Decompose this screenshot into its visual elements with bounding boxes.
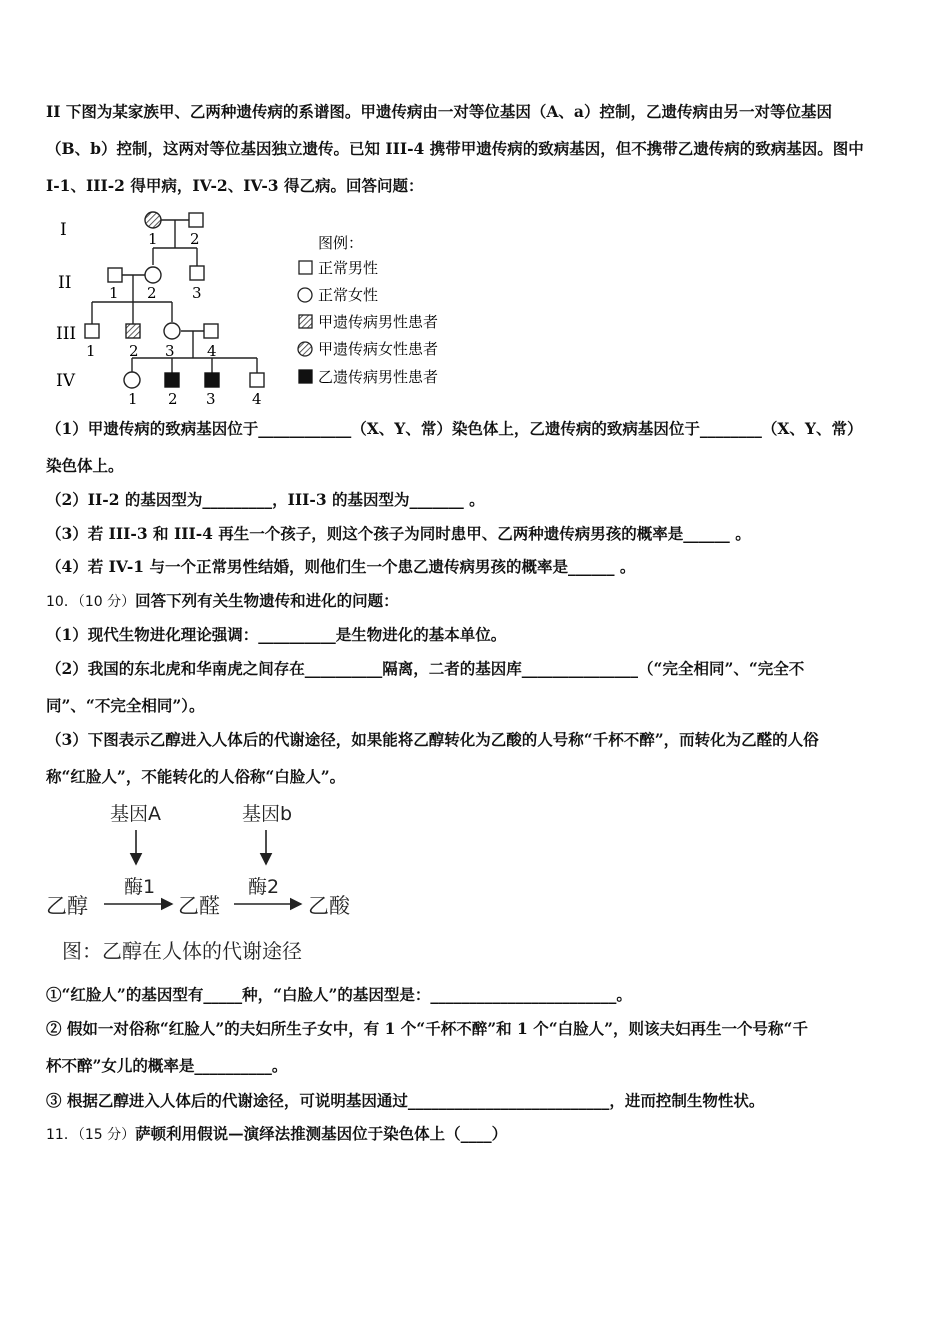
q9-sub1-line2: 染色体上。	[46, 456, 124, 475]
enzyme2-label: 酶2	[248, 876, 280, 898]
ped-num: 3	[192, 284, 202, 302]
ped-num: 3	[206, 390, 216, 408]
legend-a-male-icon	[299, 315, 312, 328]
q11-title: 萨顿利用假说—演绎法推测基因位于染色体上（____）	[135, 1124, 508, 1143]
gene-b-label: 基因b	[242, 803, 293, 825]
legend-normal-male-icon	[299, 261, 312, 274]
ped-III-4-normal-male	[204, 324, 218, 338]
legend-a-male: 甲遗传病男性患者	[318, 313, 439, 331]
ped-num: 2	[147, 284, 157, 302]
ped-III-2-affected-male-a	[126, 324, 140, 338]
ped-III-3-normal-female	[164, 323, 180, 339]
legend-b-male: 乙遗传病男性患者	[318, 368, 439, 386]
enzyme1-label: 酶1	[124, 876, 156, 898]
gen-label-III: III	[56, 324, 77, 344]
q9-sub4: （4）若 IV-1 与一个正常男性结婚，则他们生一个患乙遗传病男孩的概率是______ 。	[46, 557, 636, 576]
q11-number: 11．	[46, 1127, 78, 1143]
ped-IV-3-affected-male-b	[205, 373, 219, 387]
q11-header	[46, 1123, 910, 1146]
ped-IV-4-normal-male	[250, 373, 264, 387]
ped-num: 4	[252, 390, 262, 408]
gen-label-IV: IV	[56, 371, 75, 391]
q10-item1: ①“红脸人”的基因型有_____种，“白脸人”的基因型是：________________________。	[46, 985, 632, 1004]
legend-normal-female: 正常女性	[318, 286, 379, 304]
ped-II-1-normal-male	[108, 268, 122, 282]
ped-num: 1	[128, 390, 138, 408]
ped-II-3-normal-male	[190, 266, 204, 280]
legend-normal-male: 正常男性	[318, 259, 379, 277]
q9-intro-line3: I-1、III-2 得甲病，IV-2、IV-3 得乙病。回答问题：	[46, 176, 424, 195]
q10-sub1: （1）现代生物进化理论强调：__________是生物进化的基本单位。	[46, 625, 507, 644]
ped-num: 4	[207, 342, 217, 360]
q10-sub2-line1: （2）我国的东北虎和华南虎之间存在__________隔离，二者的基因库_______________（“完全相同”、“完全不	[46, 659, 805, 678]
q9-sub3: （3）若 III-3 和 III-4 再生一个孩子，则这个孩子为同时患甲、乙两种遗传病男孩的概率是______ 。	[46, 524, 751, 543]
q10-score: （10 分）	[77, 594, 136, 610]
q10-item2-line2: 杯不醉”女儿的概率是__________。	[46, 1056, 288, 1075]
ethanol-label: 乙醇	[46, 894, 88, 918]
q9-sub2: （2）II-2 的基因型为_________，III-3 的基因型为_______ 。	[46, 490, 485, 509]
gene-a-label: 基因A	[110, 803, 161, 825]
acetaldehyde-label: 乙醛	[178, 894, 220, 918]
ped-I-1-affected-female-a	[145, 212, 161, 228]
q9-intro-line2: （B、b）控制，这两对等位基因独立遗传。已知 III-4 携带甲遗传病的致病基因，但不携带乙遗传病的致病基因。图中	[46, 139, 864, 158]
diagram-caption: 图：乙醇在人体的代谢途径	[62, 939, 302, 963]
legend-a-female-icon	[298, 342, 312, 356]
ped-num: 2	[190, 230, 200, 248]
q10-title: 回答下列有关生物遗传和进化的问题：	[135, 591, 399, 610]
q10-sub2-line2: 同”、“不完全相同”）。	[46, 696, 205, 715]
gen-label-I: I	[60, 220, 67, 240]
legend-b-male-icon	[299, 370, 312, 383]
ped-III-1-normal-male	[85, 324, 99, 338]
ped-IV-2-affected-male-b	[165, 373, 179, 387]
ped-num: 1	[109, 284, 119, 302]
ped-I-2-normal-male	[189, 213, 203, 227]
legend-a-female: 甲遗传病女性患者	[318, 340, 439, 358]
q10-sub3-line1: （3）下图表示乙醇进入人体后的代谢途径，如果能将乙醇转化为乙酸的人号称“千杯不醉”，而转化为乙醛的人俗	[46, 730, 819, 749]
metabolism-diagram	[44, 798, 374, 973]
q10-item2-line1: ② 假如一对俗称“红脸人”的夫妇所生子女中，有 1 个“千杯不醉”和 1 个“白脸人”，则该夫妇再生一个号称“千	[46, 1019, 808, 1038]
pedigree-chart	[50, 200, 490, 415]
q10-item3: ③ 根据乙醇进入人体后的代谢途径，可说明基因通过__________________________，进而控制生物性状。	[46, 1091, 765, 1110]
q9-intro-line1: II 下图为某家族甲、乙两种遗传病的系谱图。甲遗传病由一对等位基因（A、a）控制，乙遗传病由另一对等位基因	[46, 102, 832, 121]
legend-normal-female-icon	[298, 288, 312, 302]
legend-title: 图例：	[318, 234, 364, 252]
ped-num: 2	[129, 342, 139, 360]
q9-sub1-line1: （1）甲遗传病的致病基因位于____________（X、Y、常）染色体上，乙遗传病的致病基因位于________（X、Y、常）	[46, 419, 863, 438]
ped-num: 1	[148, 230, 158, 248]
q10-number: 10．	[46, 594, 78, 610]
gen-label-II: II	[58, 273, 72, 293]
ped-num: 1	[86, 342, 96, 360]
q10-sub3-line2: 称“红脸人”，不能转化的人俗称“白脸人”。	[46, 767, 346, 786]
acetic-acid-label: 乙酸	[308, 894, 350, 918]
ped-num: 2	[168, 390, 178, 408]
q10-header	[46, 590, 910, 613]
ped-IV-1-normal-female	[124, 372, 140, 388]
ped-II-2-normal-female	[145, 267, 161, 283]
q11-score: （15 分）	[77, 1127, 136, 1143]
ped-num: 3	[165, 342, 175, 360]
